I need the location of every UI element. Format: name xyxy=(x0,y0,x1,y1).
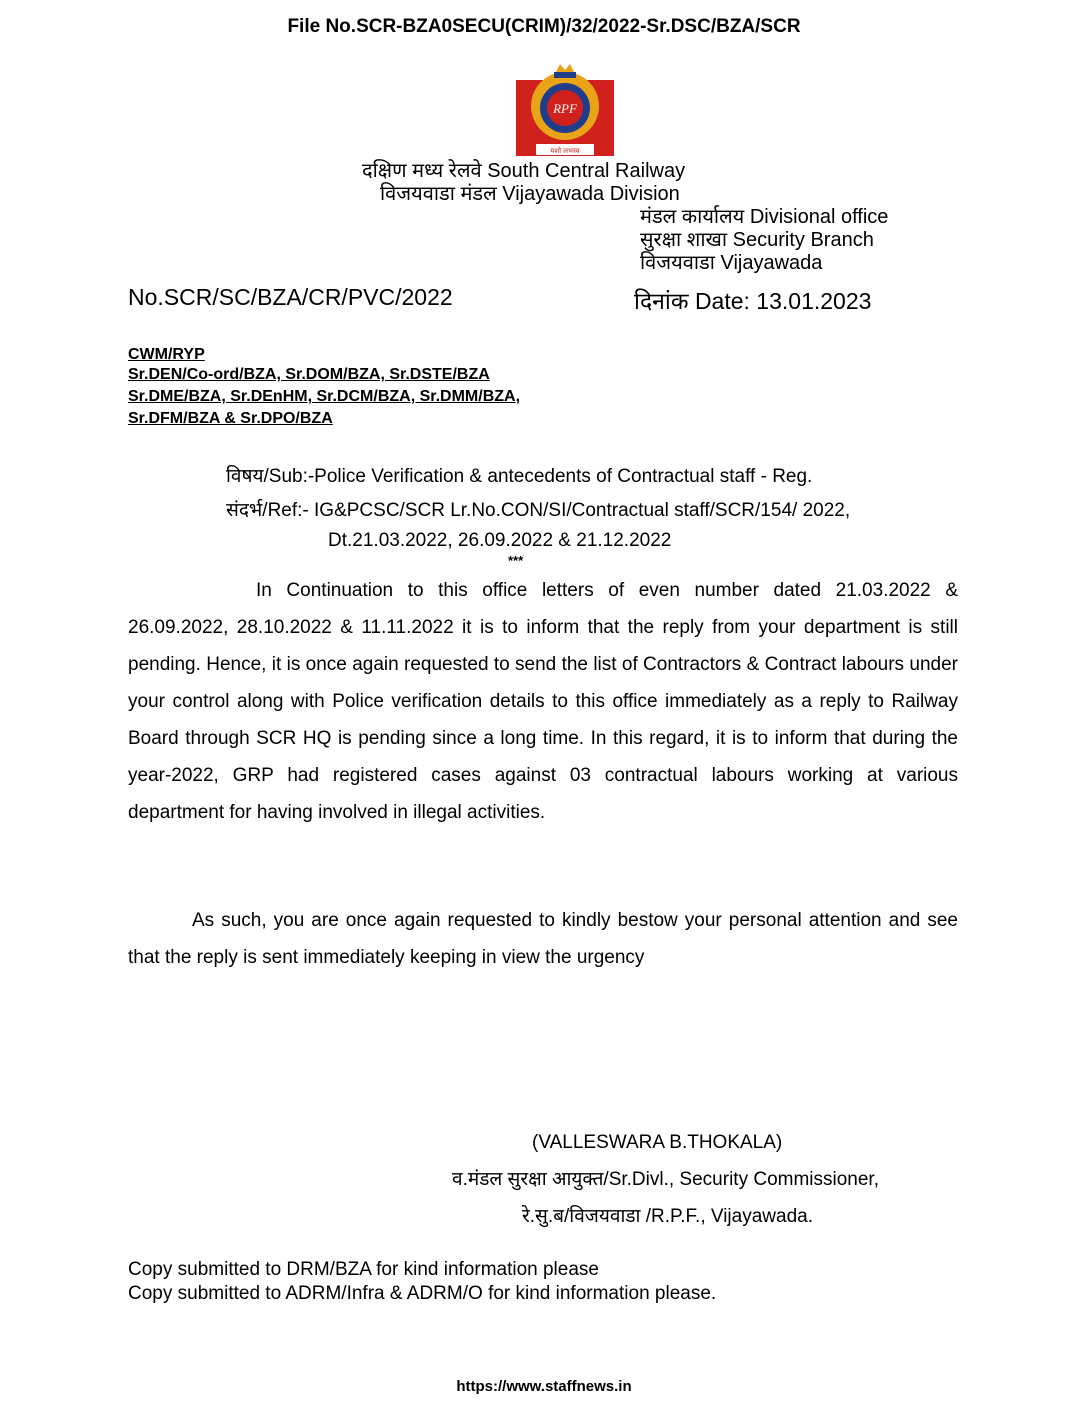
org-name: दक्षिण मध्य रेलवे South Central Railway xyxy=(362,160,686,182)
copy-to-line: Copy submitted to ADRM/Infra & ADRM/O for kind information please. xyxy=(128,1283,717,1304)
emblem-text: RPF xyxy=(553,101,577,116)
body-paragraph: In Continuation to this office letters of even number dated 21.03.2022 & 26.09.2022, 28.10.2022 & 11.11.2022 it is to inform that the reply from your department is still pending. Hence, it is once again requested to send the list of Contractors & Contract labours under your control along with Police verification details to this office immediately as a reply to Railway Board through SCR HQ is pending since a long time. In this regard, it is to inform that during the year-2022, GRP had registered cases against 03 contractual labours working at various department for having involved in illegal activities. xyxy=(128,580,958,823)
addressee-line: CWM/RYP xyxy=(128,346,205,363)
office-name: मंडल कार्यालय Divisional office xyxy=(640,206,889,228)
copy-to-line: Copy submitted to DRM/BZA for kind information please xyxy=(128,1259,599,1280)
letter-date: दिनांक Date: 13.01.2023 xyxy=(634,288,872,314)
emblem-motto: यशो लभस्व xyxy=(550,147,580,155)
office-city: विजयवाडा Vijayawada xyxy=(640,252,823,274)
reference-dates: Dt.21.03.2022, 26.09.2022 & 21.12.2022 xyxy=(328,530,672,551)
reference-line: संदर्भ/Ref:- IG&PCSC/SCR Lr.No.CON/SI/Contractual staff/SCR/154/ 2022, xyxy=(226,500,851,521)
body-paragraph: As such, you are once again requested to kindly bestow your personal attention and see that the reply is sent immediately keeping in view the urgency xyxy=(128,910,958,968)
division-name: विजयवाडा मंडल Vijayawada Division xyxy=(380,183,680,205)
letter-number: No.SCR/SC/BZA/CR/PVC/2022 xyxy=(128,284,453,310)
file-number: File No.SCR-BZA0SECU(CRIM)/32/2022-Sr.DSC/BZA/SCR xyxy=(287,16,801,37)
separator: *** xyxy=(508,553,524,568)
subject-line: विषय/Sub:-Police Verification & antecedents of Contractual staff - Reg. xyxy=(226,466,813,487)
rpf-emblem-icon xyxy=(510,62,620,166)
addressee-line: Sr.DME/BZA, Sr.DEnHM, Sr.DCM/BZA, Sr.DMM/BZA, xyxy=(128,388,521,405)
signatory-name: (VALLESWARA B.THOKALA) xyxy=(532,1132,783,1153)
addressee-line: Sr.DEN/Co-ord/BZA, Sr.DOM/BZA, Sr.DSTE/BZA xyxy=(128,366,490,383)
branch-name: सुरक्षा शाखा Security Branch xyxy=(640,229,874,251)
addressee-line: Sr.DFM/BZA & Sr.DPO/BZA xyxy=(128,410,333,427)
signatory-unit: रे.सु.ब/विजयवाडा /R.P.F., Vijayawada. xyxy=(522,1206,813,1227)
footer-url[interactable]: https://www.staffnews.in xyxy=(456,1378,632,1395)
signatory-designation: व.मंडल सुरक्षा आयुक्त/Sr.Divl., Security Commissioner, xyxy=(452,1169,879,1190)
